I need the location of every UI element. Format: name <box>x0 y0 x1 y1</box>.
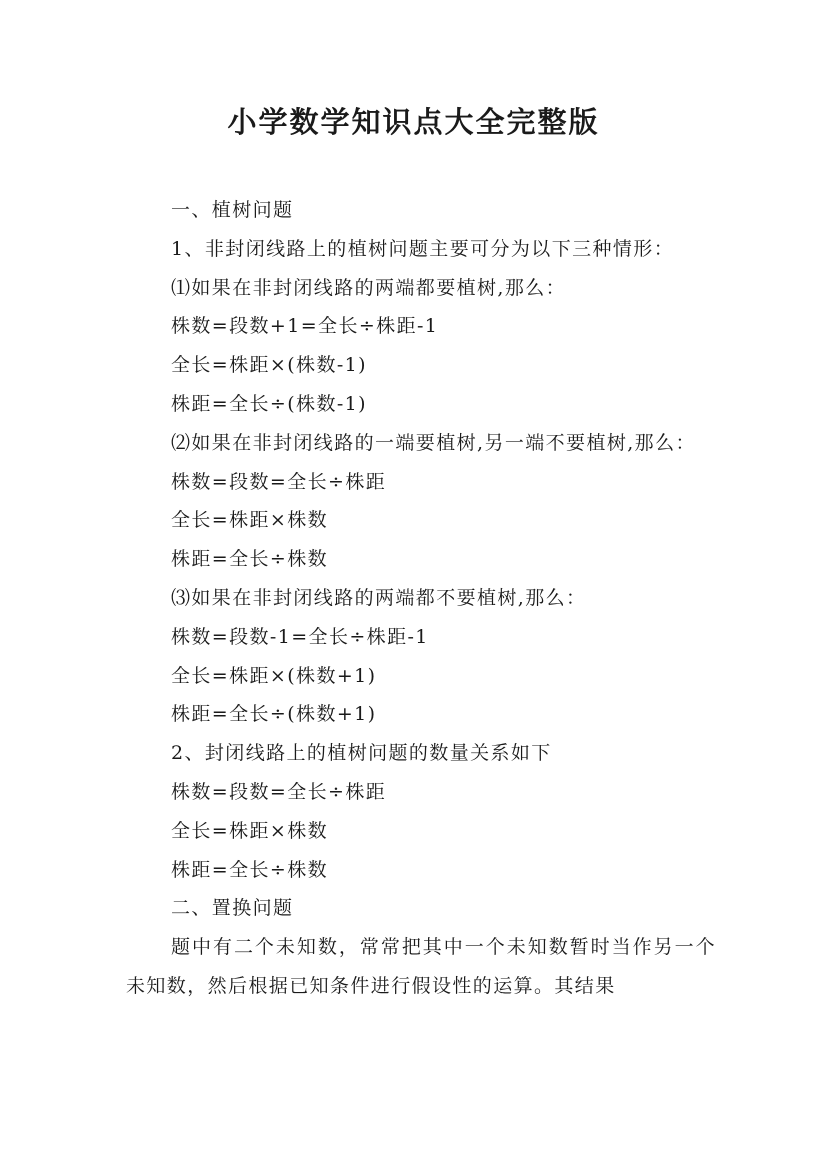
paragraph-wrapped: 题中有二个未知数，常常把其中一个未知数暂时当作另一个未知数，然后根据已知条件进行假设性的运算。其结果 <box>126 936 716 997</box>
formula-line: 株数=段数+1=全长÷株距-1 <box>171 315 439 338</box>
formula-line: 全长=株距×(株数-1) <box>171 354 367 377</box>
paragraph-line: ⑶如果在非封闭线路的两端都不要植树,那么： <box>171 586 587 609</box>
paragraph-wrapped: ⑵如果在非封闭线路的一端要植树,另一端不要植树,那么： <box>171 431 696 454</box>
formula-line: 株距=全长÷株数 <box>171 858 329 881</box>
formula-line: 株数=段数=全长÷株距 <box>171 780 387 803</box>
formula-line: 全长=株距×株数 <box>171 819 329 842</box>
formula-line: 株距=全长÷(株数+1) <box>171 703 377 726</box>
formula-line: 株距=全长÷株数 <box>171 548 329 571</box>
section-heading-tree-planting: 一、植树问题 <box>171 199 294 221</box>
paragraph-line: ⑴如果在非封闭线路的两端都要植树,那么： <box>171 276 567 299</box>
formula-line: 全长=株距×(株数+1) <box>171 664 377 687</box>
paragraph-line: 1、非封闭线路上的植树问题主要可分为以下三种情形： <box>171 237 675 260</box>
section-heading-substitution: 二、置换问题 <box>171 897 294 920</box>
formula-line: 株数=段数=全长÷株距 <box>171 470 387 493</box>
formula-line: 全长=株距×株数 <box>171 509 329 532</box>
paragraph-line: 2、封闭线路上的植树问题的数量关系如下 <box>171 742 552 765</box>
document-body <box>126 191 716 1006</box>
document-title: 小学数学知识点大全完整版 <box>227 105 600 139</box>
formula-line: 株数=段数-1=全长÷株距-1 <box>171 625 429 648</box>
formula-line: 株距=全长÷(株数-1) <box>171 392 367 415</box>
